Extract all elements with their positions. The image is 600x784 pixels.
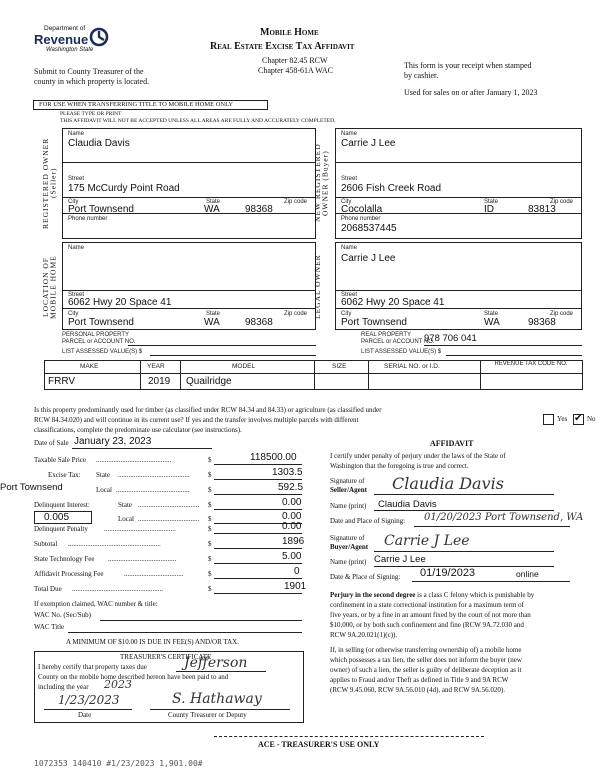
certificate-date-label: Date <box>78 711 92 719</box>
legal-assessed-label: LIST ASSESSED VALUE(S) $ <box>361 349 442 355</box>
col-year: YEAR <box>147 363 165 370</box>
total-label: Total Due <box>34 585 62 593</box>
date-of-sale[interactable]: January 23, 2023 <box>74 436 152 447</box>
certificate-title: TREASURER'S CERTIFICATE <box>120 653 212 661</box>
legal-zip[interactable]: 98368 <box>528 317 556 328</box>
legal-city[interactable]: Port Townsend <box>341 317 407 328</box>
affidavit-cert-1: I certify under penalty of perjury under the laws of the State of <box>330 452 506 460</box>
submit-line-1: Submit to County Treasurer of the <box>34 67 144 76</box>
legal-zip-label: Zip code <box>550 311 574 317</box>
tech-fee[interactable]: 5.00 <box>282 551 302 562</box>
buyer-city[interactable]: Cocolalla <box>341 204 383 215</box>
minimum-due-note: A MINIMUM OF $10.00 IS DUE IN FEE(S) AND/OR TAX. <box>66 638 239 646</box>
seller-state[interactable]: WA <box>204 204 220 215</box>
real-property-parcel[interactable]: 978 706 041 <box>424 333 477 344</box>
certificate-line-1: I hereby certify that property taxes due <box>38 663 147 671</box>
penalty-dollar: $ <box>208 525 212 533</box>
perjury-line-1 <box>330 592 534 599</box>
penalty[interactable]: 0.00 <box>282 521 302 532</box>
delinquent-local-label: Local <box>118 515 134 523</box>
location-zip[interactable]: 98368 <box>245 317 273 328</box>
local-rate[interactable]: 0.005 <box>44 512 70 523</box>
seller-zip-label: Zip code <box>284 199 308 205</box>
buyer-zip[interactable]: 83813 <box>528 204 556 215</box>
seller-street-label: Street <box>68 176 85 182</box>
legal-street[interactable]: 6062 Hwy 20 Space 41 <box>341 297 445 308</box>
certificate-year[interactable]: 2023 <box>104 678 132 691</box>
delinquent-interest-label: Delinquent Interest: <box>34 501 90 509</box>
payment-stamp: 1072353 140410 #1/23/2023 1,901.00# <box>34 759 203 768</box>
penalty-label: Delinquent Penalty <box>34 525 88 533</box>
lien-line-4: applies to Fraud and/or Theft as defined in Title 9 and 9A RCW <box>330 676 509 684</box>
location-name-label: Name <box>68 245 85 251</box>
seller-zip[interactable]: 98368 <box>245 204 273 215</box>
no-label: No <box>587 415 596 423</box>
aff-fee[interactable]: 0 <box>294 566 300 577</box>
buyer-print-name[interactable]: Carrie J Lee <box>374 554 426 565</box>
receipt-line-2: by cashier. <box>404 71 439 80</box>
buyer-date[interactable]: 01/19/2023 <box>420 567 476 579</box>
location-state[interactable]: WA <box>204 317 220 328</box>
total-due[interactable]: 1901 <box>284 581 307 592</box>
taxable-dollar: $ <box>208 456 212 464</box>
lien-line-1: If, in selling (or otherwise transferring ownership of) a mobile home <box>330 646 522 654</box>
legal-state-label: State <box>484 311 499 317</box>
tech-fee-label: State Technology Fee <box>34 555 95 563</box>
buyer-state[interactable]: ID <box>484 204 494 215</box>
seller-date-place[interactable]: 01/20/2023 Port Townsend, WA <box>424 512 584 523</box>
buyer-sig-label-2: Buyer/Agent <box>330 543 369 551</box>
seller-side-label: REGISTERED OWNER (Seller) <box>41 137 58 229</box>
delinquent-state-label: State <box>118 501 132 509</box>
location-street[interactable]: 6062 Hwy 20 Space 41 <box>68 297 172 308</box>
certificate-date[interactable]: 1/23/2023 <box>58 693 120 707</box>
legal-state[interactable]: WA <box>484 317 500 328</box>
logo-text-top: Department of <box>44 25 86 32</box>
treasurer-use-only: ACE - TREASURER'S USE ONLY <box>258 740 380 749</box>
buyer-date-label: Date & Place of Signing: <box>330 573 401 581</box>
personal-property-label-2: PARCEL or ACCOUNT NO. <box>62 339 136 345</box>
perjury-line-5: RCW 9A.20.021(1)(c)). <box>330 631 398 639</box>
dor-logo <box>34 26 124 56</box>
local-city[interactable]: Port Townsend <box>0 482 63 493</box>
delinquent-local-dollar: $ <box>208 515 212 523</box>
subtotal[interactable]: 1896 <box>282 536 305 547</box>
excise-tax-label: Excise Tax: <box>48 471 81 479</box>
buyer-name[interactable]: Carrie J Lee <box>341 138 396 149</box>
aff-fee-dollar: $ <box>208 570 212 578</box>
legal-name[interactable]: Carrie J Lee <box>341 253 396 264</box>
form-title-1: Mobile Home <box>260 27 319 38</box>
affidavit-title: AFFIDAVIT <box>430 439 474 448</box>
perjury-line-2: confinement in a state correctional institution for a maximum term of <box>330 601 524 609</box>
exemption-label: If exemption claimed, WAC number & title: <box>34 600 158 608</box>
seller-sig-label-1: Signature of <box>330 477 365 485</box>
cell-make[interactable]: FRRV <box>48 376 76 387</box>
certificate-line-2: County on the mobile home described hereon have been paid to and <box>38 673 229 681</box>
seller-print-label: Name (print) <box>330 502 367 510</box>
buyer-state-label: State <box>484 199 499 205</box>
certificate-county[interactable]: Jefferson <box>184 655 248 671</box>
cell-model[interactable]: Quailridge <box>186 376 232 387</box>
buyer-phone-label: Phone number <box>341 216 381 222</box>
certificate-line-3: including the year <box>38 683 89 691</box>
buyer-signature[interactable]: Carrie J Lee <box>384 533 470 549</box>
location-state-label: State <box>206 311 221 317</box>
taxable-price-label: Taxable Sale Price <box>34 456 86 464</box>
wac-no-label: WAC No. (Sec/Sub) <box>34 611 91 619</box>
location-city[interactable]: Port Townsend <box>68 317 134 328</box>
excise-local[interactable]: 592.5 <box>278 482 304 493</box>
buyer-zip-label: Zip code <box>550 199 574 205</box>
tech-fee-dollar: $ <box>208 555 212 563</box>
seller-street[interactable]: 175 McCurdy Point Road <box>68 183 180 194</box>
buyer-sig-label-1: Signature of <box>330 534 365 542</box>
taxable-price[interactable]: 118500.00 <box>250 452 297 463</box>
buyer-city-label: City <box>341 199 352 205</box>
seller-city[interactable]: Port Townsend <box>68 204 134 215</box>
certificate-signer-label: County Treasurer or Deputy <box>168 711 247 719</box>
excise-state[interactable]: 1303.5 <box>272 467 303 478</box>
location-assessed-label: LIST ASSESSED VALUE(S) $ <box>62 349 143 355</box>
receipt-line-1: This form is your receipt when stamped <box>404 61 532 70</box>
yes-label: Yes <box>557 415 568 423</box>
buyer-street[interactable]: 2606 Fish Creek Road <box>341 183 442 194</box>
lien-line-2: which possesses a tax lien, the seller does not inform the buyer (new <box>330 656 522 664</box>
seller-name-label: Name <box>68 131 85 137</box>
seller-sig-label-2: Seller/Agent <box>330 486 367 494</box>
affidavit-cert-2: Washington that the foregoing is true and correct. <box>330 462 469 470</box>
sales-after-note: Used for sales on or after January 1, 2023 <box>404 88 538 97</box>
timber-question-1: Is this property predominantly used for timber (as classified under RCW 84.34 and 84.33) or agriculture (as classified under <box>34 406 382 414</box>
logo-text-main: Revenue <box>34 32 89 47</box>
lien-line-3: owner) of such a lien, the seller is guilty of deliberate deception as it <box>330 666 522 674</box>
seller-state-label: State <box>206 199 221 205</box>
excise-local-label: Local <box>96 486 112 494</box>
legal-side-label: LEGAL OWNER <box>313 254 322 320</box>
buyer-print-label: Name (print) <box>330 558 367 566</box>
excise-local-dollar: $ <box>208 486 212 494</box>
transfer-notice: FOR USE WHEN TRANSFERRING TITLE TO MOBILE HOME ONLY <box>39 101 234 108</box>
seller-signature[interactable]: Claudia Davis <box>392 474 504 493</box>
chapter-wac: Chapter 458-61A WAC <box>258 66 333 75</box>
aff-fee-label: Affidavit Processing Fee <box>34 570 104 578</box>
seller-date-label: Date and Place of Signing: <box>330 517 406 525</box>
col-size: SIZE <box>332 363 347 370</box>
total-dollar: $ <box>208 585 212 593</box>
type-print-notice: PLEASE TYPE OR PRINT <box>60 111 122 117</box>
timber-question-2: RCW 84.34.020) and will continue in its current use? If yes and the transfer involves multiple parcels with different <box>34 416 359 424</box>
date-of-sale-label: Date of Sale <box>34 439 69 447</box>
not-accepted-notice: THIS AFFIDAVIT WILL NOT BE ACCEPTED UNLESS ALL AREAS ARE FULLY AND ACCURATELY COMPLETED. <box>60 118 336 124</box>
perjury-bold: Perjury in the second degree <box>330 591 416 599</box>
treasurer-signature[interactable]: S. Hathaway <box>172 691 262 707</box>
col-make: MAKE <box>80 363 99 370</box>
wac-title-label: WAC Title <box>34 623 65 631</box>
location-city-label: City <box>68 311 79 317</box>
delinquent-state-dollar: $ <box>208 501 212 509</box>
buyer-side-label: NEW REGISTERED OWNER (Buyer) <box>313 143 330 223</box>
dor-logo-mark-icon <box>89 27 109 47</box>
excise-state-label: State <box>96 471 110 479</box>
buyer-street-label: Street <box>341 176 358 182</box>
col-revenue-code: REVENUE TAX CODE NO. <box>494 361 568 367</box>
timber-question-3: classifications, complete the predominate use calculator (see instructions). <box>34 426 242 434</box>
form-title-2: Real Estate Excise Tax Affidavit <box>210 41 355 52</box>
legal-name-label: Name <box>341 245 358 251</box>
perjury-line-4: $10,000, or by both such confinement and fine (RCW 9A.72.030 and <box>330 621 524 629</box>
buyer-name-label: Name <box>341 131 358 137</box>
seller-phone-label: Phone number <box>68 216 108 222</box>
perjury-line-3: five years, or by a fine in an amount fixed by the court of not more than <box>330 611 531 619</box>
legal-city-label: City <box>341 311 352 317</box>
excise-state-dollar: $ <box>208 471 212 479</box>
logo-text-sub: Washington State <box>46 47 94 53</box>
location-side-label: LOCATION OF MOBILE HOME <box>41 255 58 319</box>
buyer-phone[interactable]: 2068537445 <box>341 223 397 234</box>
location-zip-label: Zip code <box>284 311 308 317</box>
col-serial: SERIAL NO. or I.D. <box>384 363 440 370</box>
cell-year[interactable]: 2019 <box>148 376 171 387</box>
no-checkmark-icon: ✔ <box>574 413 583 424</box>
real-property-label-1: REAL PROPERTY <box>361 332 412 338</box>
chapter-rcw: Chapter 82.45 RCW <box>262 56 328 65</box>
seller-print-name[interactable]: Claudia Davis <box>378 499 437 510</box>
real-property-label-2: PARCEL or ACCOUNT NO. <box>361 339 435 345</box>
legal-street-label: Street <box>341 292 358 298</box>
seller-name[interactable]: Claudia Davis <box>68 138 130 149</box>
perjury-rest: is a class C felony which is punishable by <box>417 591 535 599</box>
buyer-place[interactable]: online <box>516 569 539 579</box>
subtotal-label: Subtotal <box>34 540 58 548</box>
yes-checkbox[interactable] <box>543 414 554 425</box>
col-model: MODEL <box>232 363 256 370</box>
subtotal-dollar: $ <box>208 540 212 548</box>
location-street-label: Street <box>68 292 85 298</box>
submit-line-2: county in which property is located. <box>34 77 150 86</box>
lien-line-5: (RCW 9.45.060, RCW 9A.56.010 (4d), and RCW 9A.56.020). <box>330 686 505 694</box>
seller-city-label: City <box>68 199 79 205</box>
personal-property-label-1: PERSONAL PROPERTY <box>62 332 130 338</box>
delinquent-local[interactable]: 0.00 <box>282 511 302 522</box>
delinquent-state[interactable]: 0.00 <box>282 497 302 508</box>
